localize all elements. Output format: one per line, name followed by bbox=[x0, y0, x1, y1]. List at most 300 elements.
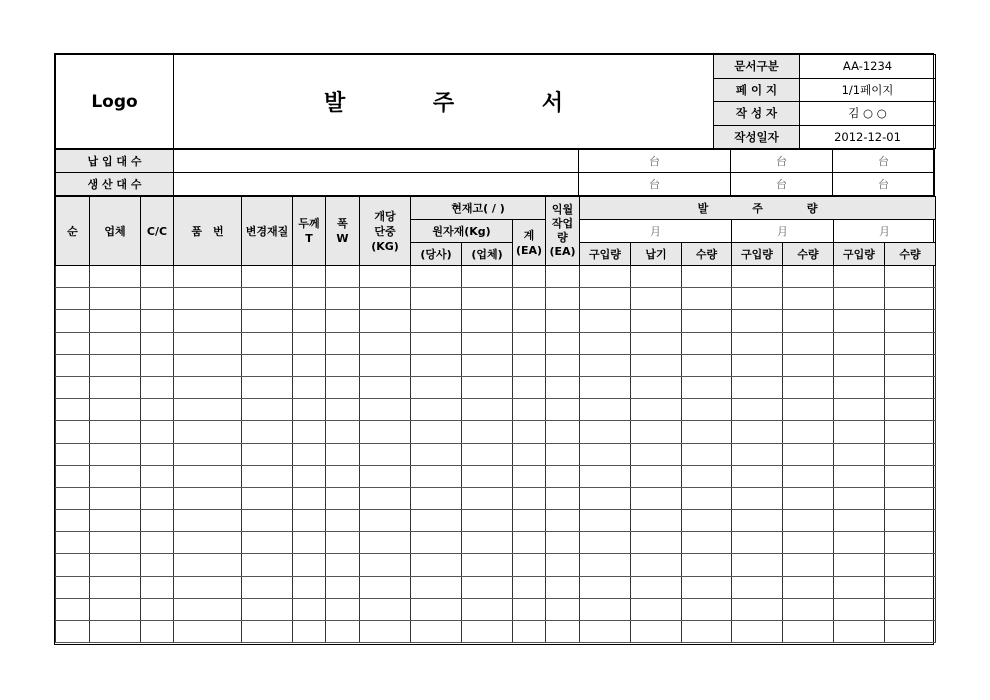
grid-cell[interactable] bbox=[513, 487, 546, 509]
grid-cell[interactable] bbox=[682, 266, 732, 288]
grid-cell[interactable] bbox=[834, 532, 885, 554]
grid-cell[interactable] bbox=[141, 332, 174, 354]
grid-cell[interactable] bbox=[834, 598, 885, 620]
grid-cell[interactable] bbox=[682, 376, 732, 398]
grid-cell[interactable] bbox=[293, 421, 326, 443]
grid-cell[interactable] bbox=[631, 288, 682, 310]
grid-cell[interactable] bbox=[580, 354, 631, 376]
grid-cell[interactable] bbox=[580, 310, 631, 332]
grid-cell[interactable] bbox=[141, 532, 174, 554]
grid-cell[interactable] bbox=[513, 399, 546, 421]
grid-cell[interactable] bbox=[631, 443, 682, 465]
grid-cell[interactable] bbox=[834, 376, 885, 398]
grid-cell[interactable] bbox=[885, 532, 936, 554]
grid-cell[interactable] bbox=[293, 465, 326, 487]
grid-cell[interactable] bbox=[141, 421, 174, 443]
grid-cell[interactable] bbox=[56, 399, 90, 421]
grid-cell[interactable] bbox=[242, 443, 293, 465]
grid-cell[interactable] bbox=[631, 487, 682, 509]
grid-cell[interactable] bbox=[783, 332, 834, 354]
grid-cell[interactable] bbox=[834, 487, 885, 509]
grid-cell[interactable] bbox=[546, 376, 580, 398]
grid-cell[interactable] bbox=[513, 266, 546, 288]
grid-cell[interactable] bbox=[682, 443, 732, 465]
grid-cell[interactable] bbox=[513, 376, 546, 398]
grid-cell[interactable] bbox=[682, 510, 732, 532]
grid-cell[interactable] bbox=[885, 465, 936, 487]
grid-cell[interactable] bbox=[462, 443, 513, 465]
grid-cell[interactable] bbox=[174, 332, 242, 354]
grid-cell[interactable] bbox=[885, 332, 936, 354]
grid-cell[interactable] bbox=[293, 576, 326, 598]
grid-cell[interactable] bbox=[885, 576, 936, 598]
grid-cell[interactable] bbox=[546, 532, 580, 554]
grid-cell[interactable] bbox=[242, 399, 293, 421]
grid-cell[interactable] bbox=[885, 376, 936, 398]
grid-cell[interactable] bbox=[90, 465, 141, 487]
grid-cell[interactable] bbox=[360, 354, 411, 376]
grid-cell[interactable] bbox=[174, 465, 242, 487]
grid-cell[interactable] bbox=[732, 421, 783, 443]
grid-cell[interactable] bbox=[293, 554, 326, 576]
grid-cell[interactable] bbox=[834, 621, 885, 643]
grid-cell[interactable] bbox=[783, 443, 834, 465]
grid-cell[interactable] bbox=[732, 443, 783, 465]
grid-cell[interactable] bbox=[242, 598, 293, 620]
grid-cell[interactable] bbox=[546, 621, 580, 643]
grid-cell[interactable] bbox=[732, 510, 783, 532]
grid-cell[interactable] bbox=[631, 510, 682, 532]
grid-cell[interactable] bbox=[631, 354, 682, 376]
grid-cell[interactable] bbox=[783, 487, 834, 509]
grid-cell[interactable] bbox=[783, 354, 834, 376]
grid-cell[interactable] bbox=[513, 532, 546, 554]
grid-cell[interactable] bbox=[242, 576, 293, 598]
grid-cell[interactable] bbox=[834, 465, 885, 487]
grid-cell[interactable] bbox=[326, 332, 360, 354]
grid-cell[interactable] bbox=[90, 554, 141, 576]
grid-cell[interactable] bbox=[732, 554, 783, 576]
grid-cell[interactable] bbox=[242, 621, 293, 643]
grid-cell[interactable] bbox=[174, 443, 242, 465]
grid-cell[interactable] bbox=[546, 354, 580, 376]
grid-cell[interactable] bbox=[411, 598, 462, 620]
grid-cell[interactable] bbox=[783, 376, 834, 398]
grid-cell[interactable] bbox=[462, 576, 513, 598]
grid-cell[interactable] bbox=[783, 465, 834, 487]
grid-cell[interactable] bbox=[242, 288, 293, 310]
grid-cell[interactable] bbox=[546, 266, 580, 288]
grid-cell[interactable] bbox=[732, 399, 783, 421]
grid-cell[interactable] bbox=[631, 465, 682, 487]
grid-cell[interactable] bbox=[834, 288, 885, 310]
grid-cell[interactable] bbox=[631, 332, 682, 354]
grid-cell[interactable] bbox=[411, 554, 462, 576]
grid-cell[interactable] bbox=[174, 576, 242, 598]
grid-cell[interactable] bbox=[242, 266, 293, 288]
grid-cell[interactable] bbox=[360, 576, 411, 598]
grid-cell[interactable] bbox=[90, 487, 141, 509]
grid-cell[interactable] bbox=[580, 621, 631, 643]
grid-cell[interactable] bbox=[631, 421, 682, 443]
grid-cell[interactable] bbox=[834, 354, 885, 376]
grid-cell[interactable] bbox=[360, 621, 411, 643]
grid-cell[interactable] bbox=[411, 421, 462, 443]
grid-cell[interactable] bbox=[174, 554, 242, 576]
grid-cell[interactable] bbox=[360, 532, 411, 554]
grid-cell[interactable] bbox=[783, 621, 834, 643]
grid-cell[interactable] bbox=[56, 354, 90, 376]
grid-cell[interactable] bbox=[682, 465, 732, 487]
grid-cell[interactable] bbox=[580, 510, 631, 532]
grid-cell[interactable] bbox=[885, 266, 936, 288]
grid-cell[interactable] bbox=[546, 310, 580, 332]
grid-cell[interactable] bbox=[783, 399, 834, 421]
grid-cell[interactable] bbox=[174, 532, 242, 554]
grid-cell[interactable] bbox=[513, 465, 546, 487]
grid-cell[interactable] bbox=[462, 554, 513, 576]
grid-cell[interactable] bbox=[326, 465, 360, 487]
grid-cell[interactable] bbox=[783, 554, 834, 576]
grid-cell[interactable] bbox=[141, 576, 174, 598]
grid-cell[interactable] bbox=[513, 598, 546, 620]
grid-cell[interactable] bbox=[411, 266, 462, 288]
grid-cell[interactable] bbox=[360, 399, 411, 421]
grid-cell[interactable] bbox=[360, 598, 411, 620]
grid-cell[interactable] bbox=[462, 487, 513, 509]
grid-cell[interactable] bbox=[682, 332, 732, 354]
grid-cell[interactable] bbox=[293, 266, 326, 288]
grid-cell[interactable] bbox=[580, 266, 631, 288]
grid-cell[interactable] bbox=[682, 310, 732, 332]
grid-cell[interactable] bbox=[141, 510, 174, 532]
grid-cell[interactable] bbox=[732, 465, 783, 487]
grid-cell[interactable] bbox=[580, 532, 631, 554]
grid-cell[interactable] bbox=[834, 576, 885, 598]
grid-cell[interactable] bbox=[513, 443, 546, 465]
grid-cell[interactable] bbox=[242, 310, 293, 332]
grid-cell[interactable] bbox=[174, 510, 242, 532]
grid-cell[interactable] bbox=[885, 598, 936, 620]
grid-cell[interactable] bbox=[411, 354, 462, 376]
grid-cell[interactable] bbox=[546, 554, 580, 576]
grid-cell[interactable] bbox=[580, 465, 631, 487]
summary-input-delivery[interactable] bbox=[174, 150, 579, 173]
grid-cell[interactable] bbox=[411, 532, 462, 554]
grid-cell[interactable] bbox=[326, 598, 360, 620]
grid-cell[interactable] bbox=[90, 288, 141, 310]
grid-cell[interactable] bbox=[834, 310, 885, 332]
grid-cell[interactable] bbox=[580, 376, 631, 398]
grid-cell[interactable] bbox=[174, 621, 242, 643]
grid-cell[interactable] bbox=[834, 443, 885, 465]
grid-cell[interactable] bbox=[462, 399, 513, 421]
grid-cell[interactable] bbox=[631, 376, 682, 398]
grid-cell[interactable] bbox=[56, 621, 90, 643]
grid-cell[interactable] bbox=[293, 443, 326, 465]
grid-cell[interactable] bbox=[732, 332, 783, 354]
grid-cell[interactable] bbox=[90, 266, 141, 288]
grid-cell[interactable] bbox=[885, 510, 936, 532]
grid-cell[interactable] bbox=[732, 598, 783, 620]
grid-cell[interactable] bbox=[411, 465, 462, 487]
grid-cell[interactable] bbox=[141, 598, 174, 620]
meta-value-date[interactable]: 2012-12-01 bbox=[800, 125, 936, 149]
grid-cell[interactable] bbox=[783, 421, 834, 443]
meta-value-page[interactable]: 1/1페이지 bbox=[800, 78, 936, 102]
grid-cell[interactable] bbox=[682, 532, 732, 554]
grid-cell[interactable] bbox=[885, 421, 936, 443]
grid-cell[interactable] bbox=[90, 332, 141, 354]
grid-cell[interactable] bbox=[834, 554, 885, 576]
grid-cell[interactable] bbox=[360, 376, 411, 398]
grid-cell[interactable] bbox=[90, 421, 141, 443]
grid-cell[interactable] bbox=[513, 510, 546, 532]
grid-cell[interactable] bbox=[326, 576, 360, 598]
grid-cell[interactable] bbox=[411, 288, 462, 310]
grid-cell[interactable] bbox=[580, 443, 631, 465]
grid-cell[interactable] bbox=[546, 598, 580, 620]
grid-cell[interactable] bbox=[513, 421, 546, 443]
grid-cell[interactable] bbox=[580, 421, 631, 443]
grid-cell[interactable] bbox=[56, 288, 90, 310]
grid-cell[interactable] bbox=[631, 598, 682, 620]
grid-cell[interactable] bbox=[360, 510, 411, 532]
grid-cell[interactable] bbox=[242, 487, 293, 509]
grid-cell[interactable] bbox=[293, 532, 326, 554]
grid-cell[interactable] bbox=[242, 332, 293, 354]
grid-cell[interactable] bbox=[462, 598, 513, 620]
grid-cell[interactable] bbox=[411, 332, 462, 354]
grid-cell[interactable] bbox=[141, 354, 174, 376]
grid-cell[interactable] bbox=[682, 598, 732, 620]
grid-cell[interactable] bbox=[326, 266, 360, 288]
grid-cell[interactable] bbox=[546, 421, 580, 443]
grid-cell[interactable] bbox=[326, 399, 360, 421]
summary-input-production[interactable] bbox=[174, 173, 579, 196]
grid-cell[interactable] bbox=[546, 443, 580, 465]
grid-cell[interactable] bbox=[732, 487, 783, 509]
grid-cell[interactable] bbox=[732, 354, 783, 376]
grid-cell[interactable] bbox=[293, 510, 326, 532]
grid-cell[interactable] bbox=[580, 576, 631, 598]
grid-cell[interactable] bbox=[513, 288, 546, 310]
grid-cell[interactable] bbox=[411, 576, 462, 598]
grid-cell[interactable] bbox=[90, 354, 141, 376]
grid-cell[interactable] bbox=[242, 532, 293, 554]
grid-cell[interactable] bbox=[56, 443, 90, 465]
grid-cell[interactable] bbox=[56, 554, 90, 576]
grid-cell[interactable] bbox=[682, 288, 732, 310]
grid-cell[interactable] bbox=[293, 399, 326, 421]
grid-cell[interactable] bbox=[546, 487, 580, 509]
grid-cell[interactable] bbox=[293, 598, 326, 620]
grid-cell[interactable] bbox=[411, 310, 462, 332]
grid-cell[interactable] bbox=[56, 376, 90, 398]
grid-cell[interactable] bbox=[141, 288, 174, 310]
grid-cell[interactable] bbox=[631, 554, 682, 576]
grid-cell[interactable] bbox=[242, 465, 293, 487]
grid-cell[interactable] bbox=[360, 332, 411, 354]
grid-cell[interactable] bbox=[242, 510, 293, 532]
grid-cell[interactable] bbox=[326, 288, 360, 310]
grid-cell[interactable] bbox=[580, 332, 631, 354]
grid-cell[interactable] bbox=[174, 310, 242, 332]
grid-cell[interactable] bbox=[462, 621, 513, 643]
grid-cell[interactable] bbox=[360, 310, 411, 332]
grid-cell[interactable] bbox=[732, 266, 783, 288]
grid-cell[interactable] bbox=[885, 354, 936, 376]
grid-cell[interactable] bbox=[360, 465, 411, 487]
grid-cell[interactable] bbox=[293, 376, 326, 398]
grid-cell[interactable] bbox=[462, 465, 513, 487]
grid-cell[interactable] bbox=[546, 399, 580, 421]
grid-cell[interactable] bbox=[462, 288, 513, 310]
grid-cell[interactable] bbox=[141, 310, 174, 332]
grid-cell[interactable] bbox=[834, 332, 885, 354]
grid-cell[interactable] bbox=[174, 376, 242, 398]
grid-cell[interactable] bbox=[783, 576, 834, 598]
grid-cell[interactable] bbox=[682, 554, 732, 576]
grid-cell[interactable] bbox=[885, 288, 936, 310]
grid-cell[interactable] bbox=[326, 554, 360, 576]
grid-cell[interactable] bbox=[834, 421, 885, 443]
grid-cell[interactable] bbox=[56, 421, 90, 443]
grid-cell[interactable] bbox=[56, 487, 90, 509]
grid-cell[interactable] bbox=[580, 288, 631, 310]
grid-cell[interactable] bbox=[513, 332, 546, 354]
grid-cell[interactable] bbox=[546, 332, 580, 354]
grid-cell[interactable] bbox=[326, 421, 360, 443]
grid-cell[interactable] bbox=[90, 399, 141, 421]
grid-cell[interactable] bbox=[174, 399, 242, 421]
grid-cell[interactable] bbox=[326, 487, 360, 509]
grid-cell[interactable] bbox=[462, 354, 513, 376]
grid-cell[interactable] bbox=[90, 443, 141, 465]
grid-cell[interactable] bbox=[411, 621, 462, 643]
meta-value-doctype[interactable]: AA-1234 bbox=[800, 55, 936, 79]
grid-cell[interactable] bbox=[513, 576, 546, 598]
grid-cell[interactable] bbox=[513, 354, 546, 376]
grid-cell[interactable] bbox=[360, 421, 411, 443]
grid-cell[interactable] bbox=[682, 621, 732, 643]
grid-cell[interactable] bbox=[56, 465, 90, 487]
grid-cell[interactable] bbox=[682, 354, 732, 376]
grid-cell[interactable] bbox=[462, 510, 513, 532]
grid-cell[interactable] bbox=[631, 310, 682, 332]
grid-cell[interactable] bbox=[293, 310, 326, 332]
grid-cell[interactable] bbox=[174, 288, 242, 310]
grid-cell[interactable] bbox=[783, 288, 834, 310]
grid-cell[interactable] bbox=[631, 621, 682, 643]
grid-cell[interactable] bbox=[546, 288, 580, 310]
grid-cell[interactable] bbox=[56, 532, 90, 554]
grid-cell[interactable] bbox=[682, 487, 732, 509]
grid-cell[interactable] bbox=[293, 621, 326, 643]
grid-cell[interactable] bbox=[732, 376, 783, 398]
grid-cell[interactable] bbox=[462, 310, 513, 332]
grid-cell[interactable] bbox=[631, 399, 682, 421]
grid-cell[interactable] bbox=[885, 487, 936, 509]
grid-cell[interactable] bbox=[462, 376, 513, 398]
grid-cell[interactable] bbox=[783, 266, 834, 288]
grid-cell[interactable] bbox=[834, 399, 885, 421]
grid-cell[interactable] bbox=[546, 576, 580, 598]
grid-cell[interactable] bbox=[56, 576, 90, 598]
grid-cell[interactable] bbox=[462, 532, 513, 554]
grid-cell[interactable] bbox=[834, 510, 885, 532]
grid-cell[interactable] bbox=[326, 621, 360, 643]
grid-cell[interactable] bbox=[174, 487, 242, 509]
grid-cell[interactable] bbox=[834, 266, 885, 288]
grid-cell[interactable] bbox=[513, 310, 546, 332]
grid-cell[interactable] bbox=[141, 376, 174, 398]
grid-cell[interactable] bbox=[242, 376, 293, 398]
grid-cell[interactable] bbox=[462, 421, 513, 443]
grid-cell[interactable] bbox=[90, 510, 141, 532]
grid-cell[interactable] bbox=[783, 310, 834, 332]
grid-cell[interactable] bbox=[326, 532, 360, 554]
grid-cell[interactable] bbox=[90, 576, 141, 598]
grid-cell[interactable] bbox=[885, 621, 936, 643]
grid-cell[interactable] bbox=[174, 354, 242, 376]
grid-cell[interactable] bbox=[242, 354, 293, 376]
grid-cell[interactable] bbox=[885, 443, 936, 465]
grid-cell[interactable] bbox=[411, 443, 462, 465]
meta-value-author[interactable]: 김 ○ ○ bbox=[800, 102, 936, 126]
grid-cell[interactable] bbox=[411, 376, 462, 398]
grid-cell[interactable] bbox=[580, 487, 631, 509]
grid-cell[interactable] bbox=[580, 598, 631, 620]
grid-cell[interactable] bbox=[682, 399, 732, 421]
grid-cell[interactable] bbox=[56, 310, 90, 332]
grid-cell[interactable] bbox=[141, 266, 174, 288]
grid-cell[interactable] bbox=[732, 621, 783, 643]
grid-cell[interactable] bbox=[360, 288, 411, 310]
grid-cell[interactable] bbox=[885, 310, 936, 332]
grid-cell[interactable] bbox=[56, 510, 90, 532]
grid-cell[interactable] bbox=[732, 288, 783, 310]
grid-cell[interactable] bbox=[326, 510, 360, 532]
grid-cell[interactable] bbox=[326, 354, 360, 376]
grid-cell[interactable] bbox=[462, 332, 513, 354]
grid-cell[interactable] bbox=[360, 487, 411, 509]
grid-cell[interactable] bbox=[631, 532, 682, 554]
grid-cell[interactable] bbox=[732, 532, 783, 554]
grid-cell[interactable] bbox=[174, 421, 242, 443]
grid-cell[interactable] bbox=[141, 487, 174, 509]
grid-cell[interactable] bbox=[546, 510, 580, 532]
grid-cell[interactable] bbox=[462, 266, 513, 288]
grid-cell[interactable] bbox=[783, 532, 834, 554]
grid-cell[interactable] bbox=[360, 554, 411, 576]
grid-cell[interactable] bbox=[631, 266, 682, 288]
grid-cell[interactable] bbox=[732, 310, 783, 332]
grid-cell[interactable] bbox=[580, 399, 631, 421]
grid-cell[interactable] bbox=[90, 532, 141, 554]
grid-cell[interactable] bbox=[326, 310, 360, 332]
grid-cell[interactable] bbox=[885, 554, 936, 576]
grid-cell[interactable] bbox=[326, 443, 360, 465]
grid-cell[interactable] bbox=[783, 598, 834, 620]
grid-cell[interactable] bbox=[513, 621, 546, 643]
grid-cell[interactable] bbox=[631, 576, 682, 598]
grid-cell[interactable] bbox=[174, 598, 242, 620]
grid-cell[interactable] bbox=[56, 332, 90, 354]
grid-cell[interactable] bbox=[242, 421, 293, 443]
grid-cell[interactable] bbox=[293, 487, 326, 509]
grid-cell[interactable] bbox=[546, 465, 580, 487]
